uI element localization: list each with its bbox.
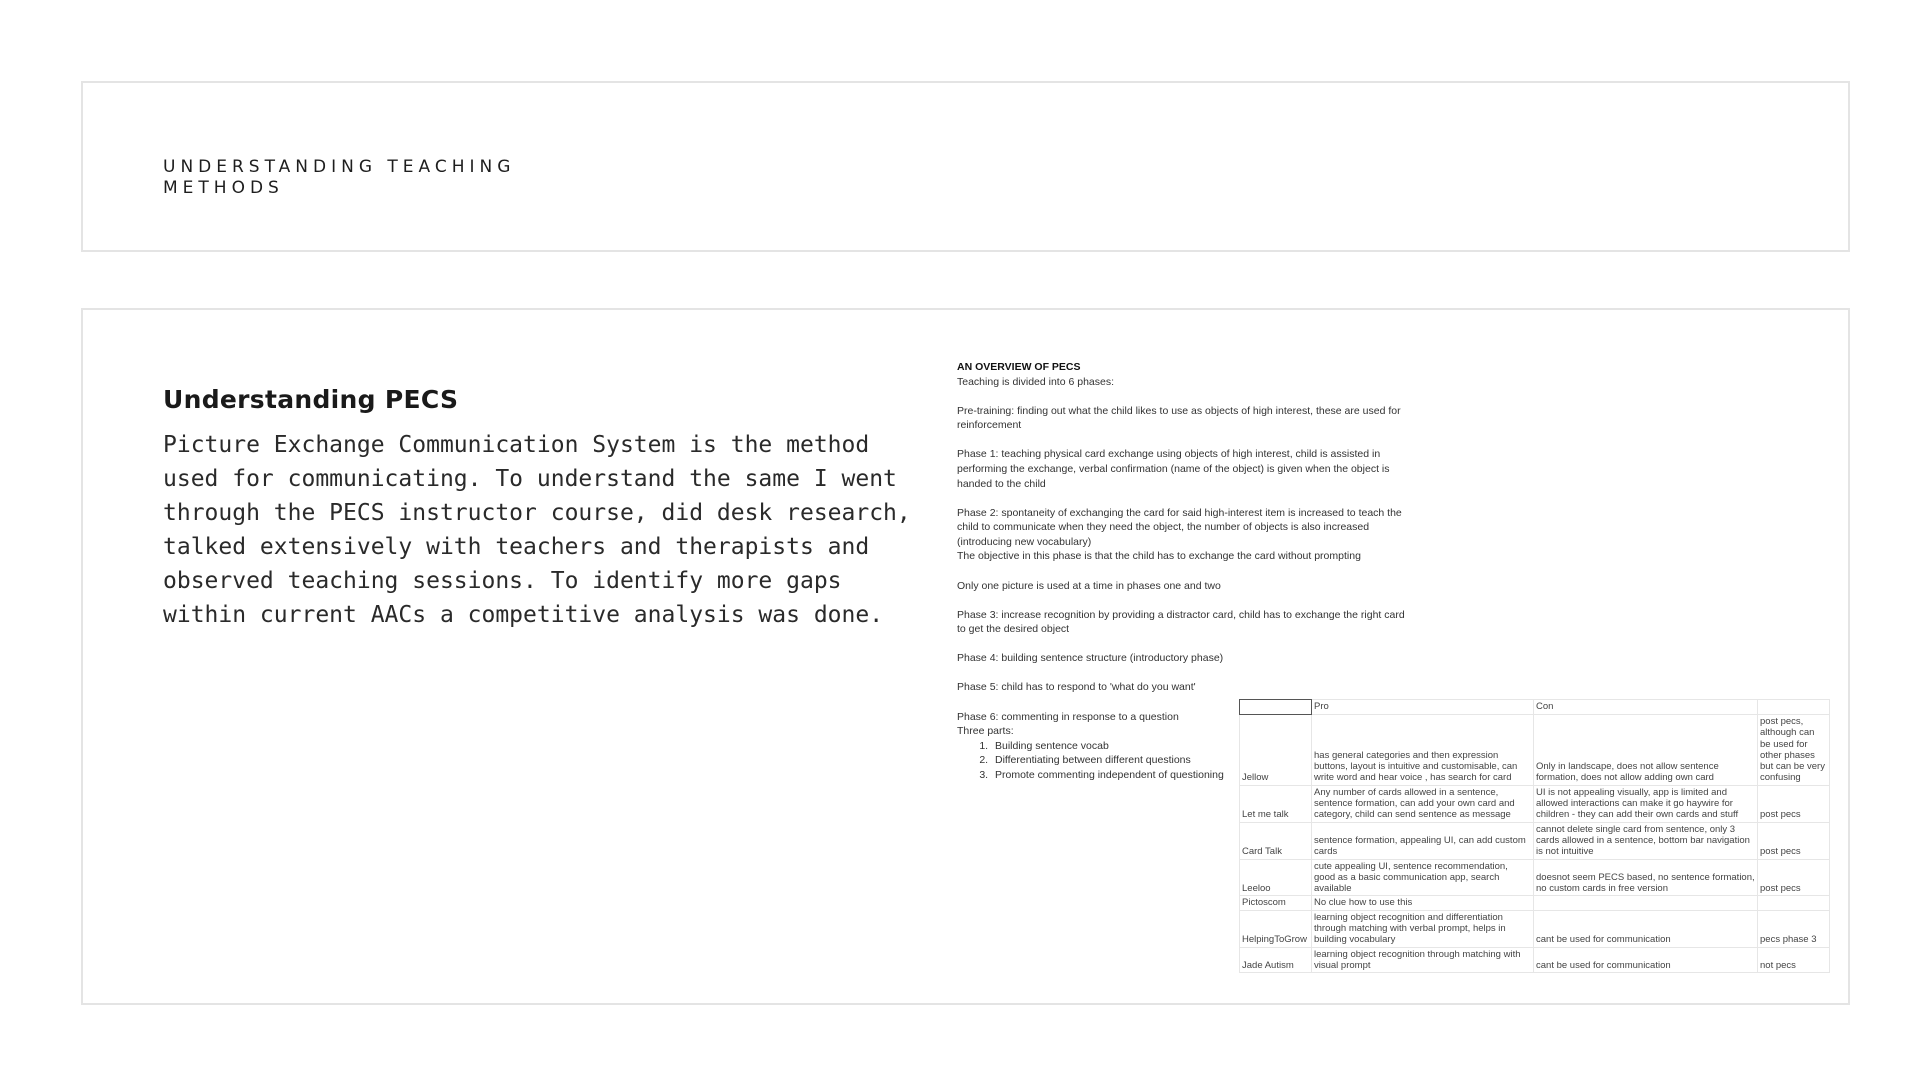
table-header-cell: Con xyxy=(1534,700,1758,715)
table-row xyxy=(1240,910,1830,947)
list-item: 2. Differentiating between different questions xyxy=(991,753,1407,768)
table-cell-note: post pecs xyxy=(1758,822,1830,859)
table-cell-pro: learning object recognition and differentiation through matching with verbal prompt, helps in building vocabulary xyxy=(1312,910,1534,947)
table-row xyxy=(1240,715,1830,786)
table-header-row xyxy=(1240,700,1830,715)
table-cell-app: Let me talk xyxy=(1240,785,1312,822)
table-row xyxy=(1240,947,1830,973)
section-title: UNDERSTANDING TEACHING METHODS xyxy=(163,157,516,198)
table-cell-con: doesnot seem PECS based, no sentence formation, no custom cards in free version xyxy=(1534,859,1758,896)
table-cell-app: HelpingToGrow xyxy=(1240,910,1312,947)
notes-phase-2-objective: The objective in this phase is that the child has to exchange the card without prompting xyxy=(957,550,1361,563)
table-cell-con: Only in landscape, does not allow sentence formation, does not allow adding own card xyxy=(1534,715,1758,786)
table-cell-con: UI is not appealing visually, app is limited and allowed interactions can make it go haywire for children - they can add their own cards and stuff xyxy=(1534,785,1758,822)
content-heading: Understanding PECS xyxy=(163,385,459,414)
competitive-analysis-table xyxy=(1239,699,1830,973)
content-card xyxy=(81,308,1850,1005)
list-item: 3. Promote commenting independent of questioning xyxy=(991,768,1407,783)
notes-three-parts: Three parts: xyxy=(957,725,1014,738)
notes-phase-2: Phase 2: spontaneity of exchanging the card for said high-interest item is increased to teach the child to communicate when they need the object, the number of objects is also increased (introducing new vocabulary) xyxy=(957,506,1402,548)
table-cell-pro: No clue how to use this xyxy=(1312,896,1534,910)
notes-title: AN OVERVIEW OF PECS xyxy=(957,361,1081,373)
table-cell-pro: Any number of cards allowed in a sentence, sentence formation, can add your own card and category, child can send sentence as message xyxy=(1312,785,1534,822)
notes-intro: Teaching is divided into 6 phases: xyxy=(957,375,1115,388)
table-cell-note: post pecs, although can be used for other phases but can be very confusing xyxy=(1758,715,1830,786)
table-cell-pro: sentence formation, appealing UI, can add custom cards xyxy=(1312,822,1534,859)
table-cell-con: cant be used for communication xyxy=(1534,947,1758,973)
table-cell-con xyxy=(1534,896,1758,910)
notes-phase-6: Phase 6: commenting in response to a question xyxy=(957,710,1179,723)
table-cell-note xyxy=(1758,896,1830,910)
content-body: Picture Exchange Communication System is the method used for communicating. To understand the same I went through the PECS instructor course, did desk research, talked extensively with teachers and therapists and observed teaching sessions. To identify more gaps within current AACs a competitive analysis was done. xyxy=(163,432,911,628)
table-cell-con: cannot delete single card from sentence, only 3 cards allowed in a sentence, bottom bar navigation is not intuitive xyxy=(1534,822,1758,859)
table-cell-app: Card Talk xyxy=(1240,822,1312,859)
table-header-cell xyxy=(1758,700,1830,715)
notes-phase-4: Phase 4: building sentence structure (introductory phase) xyxy=(957,652,1224,665)
table-row xyxy=(1240,896,1830,910)
notes-phase-3: Phase 3: increase recognition by providing a distractor card, child has to exchange the right card to get the desired object xyxy=(957,608,1405,636)
table-cell-app: Pictoscom xyxy=(1240,896,1312,910)
header-card xyxy=(81,81,1850,252)
table-cell-app: Jellow xyxy=(1240,715,1312,786)
table-cell-pro: learning object recognition through matching with visual prompt xyxy=(1312,947,1534,973)
table-row xyxy=(1240,785,1830,822)
table-cell-note: not pecs xyxy=(1758,947,1830,973)
table-cell-note: pecs phase 3 xyxy=(1758,910,1830,947)
notes-phase-5: Phase 5: child has to respond to 'what do you want' xyxy=(957,681,1196,694)
table-header-cell xyxy=(1240,700,1312,715)
table-row xyxy=(1240,822,1830,859)
notes-phase-1: Phase 1: teaching physical card exchange using objects of high interest, child is assisted in performing the exchange, verbal confirmation (name of the object) is given when the object is handed to the child xyxy=(957,448,1390,490)
table-header-cell: Pro xyxy=(1312,700,1534,715)
table-cell-con: cant be used for communication xyxy=(1534,910,1758,947)
table-cell-note: post pecs xyxy=(1758,859,1830,896)
notes-one-picture: Only one picture is used at a time in phases one and two xyxy=(957,579,1221,592)
table-row xyxy=(1240,859,1830,896)
table-cell-note: post pecs xyxy=(1758,785,1830,822)
table-cell-app: Jade Autism xyxy=(1240,947,1312,973)
notes-pretraining: Pre-training: finding out what the child likes to use as objects of high interest, these are used for reinforcement xyxy=(957,404,1401,432)
table-cell-pro: cute appealing UI, sentence recommendation, good as a basic communication app, search available xyxy=(1312,859,1534,896)
table-cell-pro: has general categories and then expression buttons, layout is intuitive and customisable, can write word and hear voice , has search for card xyxy=(1312,715,1534,786)
table-cell-app: Leeloo xyxy=(1240,859,1312,896)
list-item: 1. Building sentence vocab xyxy=(991,739,1407,754)
